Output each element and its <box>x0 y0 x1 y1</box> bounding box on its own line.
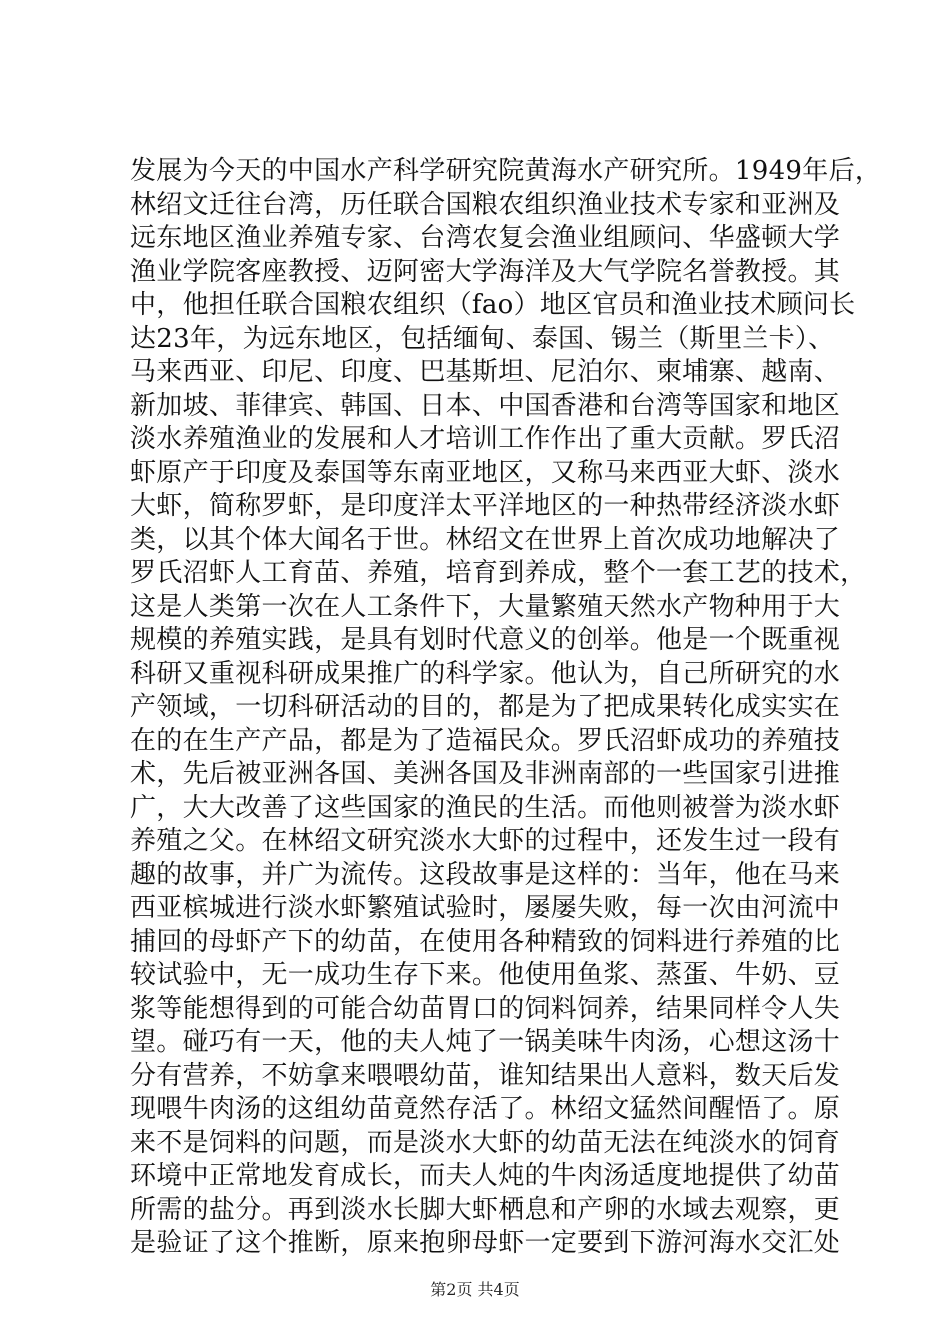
text-line: 望。碰巧有一天，他的夫人炖了一锅美味牛肉汤，心想这汤十 <box>130 1027 841 1057</box>
text-line: 术，先后被亚洲各国、美洲各国及非洲南部的一些国家引进推 <box>130 759 841 789</box>
text-line: 虾原产于印度及泰国等东南亚地区，又称马来西亚大虾、淡水 <box>130 457 841 488</box>
text-line: 趣的故事，并广为流传。这段故事是这样的：当年，他在马来 <box>130 859 841 890</box>
text-line: 产领域，一切科研活动的目的，都是为了把成果转化成实实在 <box>130 692 841 722</box>
text-line: 在的在生产产品，都是为了造福民众。罗氏沼虾成功的养殖技 <box>130 725 841 756</box>
text-line: 科研又重视科研成果推广的科学家。他认为，自己所研究的水 <box>130 658 841 689</box>
text-line: 淡水养殖渔业的发展和人才培训工作作出了重大贡献。罗氏沼 <box>130 424 841 454</box>
page-footer: 第2页 共4页 <box>430 1280 520 1299</box>
text-line: 环境中正常地发育成长，而夫人炖的牛肉汤适度地提供了幼苗 <box>130 1161 841 1191</box>
text-line: 养殖之父。在林绍文研究淡水大虾的过程中，还发生过一段有 <box>130 826 841 856</box>
text-line: 捕回的母虾产下的幼苗，在使用各种精致的饲料进行养殖的比 <box>130 926 841 957</box>
text-line: 远东地区渔业养殖专家、台湾农复会渔业组顾问、华盛顿大学 <box>130 223 841 253</box>
text-line: 新加坡、菲律宾、韩国、日本、中国香港和台湾等国家和地区 <box>130 390 841 421</box>
text-line: 马来西亚、印尼、印度、巴基斯坦、尼泊尔、柬埔寨、越南、 <box>130 357 841 387</box>
text-line: 分有营养，不妨拿来喂喂幼苗，谁知结果出人意料，数天后发 <box>130 1060 841 1091</box>
text-line: 渔业学院客座教授、迈阿密大学海洋及大气学院名誉教授。其 <box>130 256 841 287</box>
text-line: 较试验中，无一成功生存下来。他使用鱼浆、蒸蛋、牛奶、豆 <box>130 960 841 990</box>
text-line: 林绍文迁往台湾，历任联合国粮农组织渔业技术专家和亚洲及 <box>130 189 841 220</box>
body-text <box>130 155 882 1261</box>
text-line: 这是人类第一次在人工条件下，大量繁殖天然水产物种用于大 <box>130 591 841 622</box>
text-line: 规模的养殖实践，是具有划时代意义的创举。他是一个既重视 <box>130 625 841 655</box>
text-line: 浆等能想得到的可能合幼苗胃口的饲料饲养，结果同样令人失 <box>130 993 841 1024</box>
text-line: 西亚槟城进行淡水虾繁殖试验时，屡屡失败，每一次由河流中 <box>130 893 841 923</box>
text-line: 现喂牛肉汤的这组幼苗竟然存活了。林绍文猛然间醒悟了。原 <box>130 1094 841 1124</box>
text-line: 发展为今天的中国水产科学研究院黄海水产研究所。1949年后， <box>130 156 882 186</box>
text-line: 所需的盐分。再到淡水长脚大虾栖息和产卵的水域去观察，更 <box>130 1194 841 1225</box>
text-line: 广，大大改善了这些国家的渔民的生活。而他则被誉为淡水虾 <box>130 792 841 823</box>
text-line: 中，他担任联合国粮农组织（fao）地区官员和渔业技术顾问长 <box>130 290 856 320</box>
text-line: 是验证了这个推断，原来抱卵母虾一定要到下游河海水交汇处 <box>130 1228 841 1258</box>
text-line: 类，以其个体大闻名于世。林绍文在世界上首次成功地解决了 <box>130 524 841 555</box>
text-line: 达23年，为远东地区，包括缅甸、泰国、锡兰（斯里兰卡）、 <box>130 323 835 354</box>
text-line: 来不是饲料的问题，而是淡水大虾的幼苗无法在纯淡水的饲育 <box>130 1127 841 1158</box>
text-line: 大虾，简称罗虾，是印度洋太平洋地区的一种热带经济淡水虾 <box>130 491 841 521</box>
text-line: 罗氏沼虾人工育苗、养殖，培育到养成，整个一套工艺的技术， <box>130 558 867 588</box>
